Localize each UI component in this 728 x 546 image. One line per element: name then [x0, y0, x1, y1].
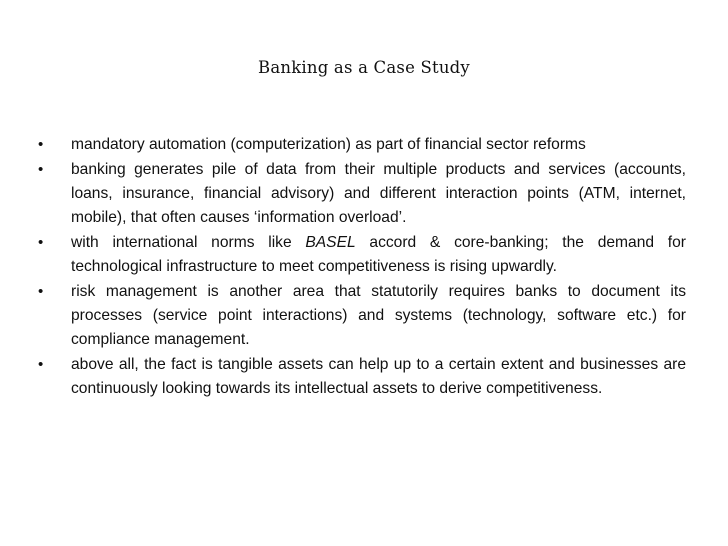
bullet-item-data [38, 158, 686, 230]
bullet-text: banking generates pile of data from their multiple products and services (accounts, loans, insurance, financial advisory) and different interaction points (ATM, internet, mobile), that often causes ‘information overload’. [71, 161, 686, 226]
bullet-marker: • [38, 356, 44, 373]
bullet-text: risk management is another area that statutorily requires banks to document its processes (service point interactions) and systems (technology, software etc.) for compliance management. [71, 283, 686, 348]
bullet-text-after: accord & core-banking; the demand for technological infrastructure to meet competitiveness is rising upwardly. [71, 234, 686, 275]
bullet-text: mandatory automation (computerization) as part of financial sector reforms [71, 136, 586, 153]
bullet-item-assets [38, 353, 686, 401]
bullet-marker: • [38, 161, 44, 178]
bullet-item-basel [38, 231, 686, 279]
bullet-marker: • [38, 136, 44, 153]
basel-emphasis: BASEL [305, 234, 356, 251]
slide-title: Banking as a Case Study [258, 58, 470, 77]
bullet-marker: • [38, 234, 44, 251]
bullet-marker: • [38, 283, 44, 300]
bullet-item-risk [38, 280, 686, 352]
bullet-item-automation [38, 133, 686, 157]
bullet-text-before: with international norms like [71, 234, 306, 251]
bullet-text: above all, the fact is tangible assets can help up to a certain extent and businesses are continuously looking towards its intellectual assets to derive competitiveness. [71, 356, 686, 397]
bullet-list [38, 133, 686, 402]
bullet-text [71, 234, 686, 275]
